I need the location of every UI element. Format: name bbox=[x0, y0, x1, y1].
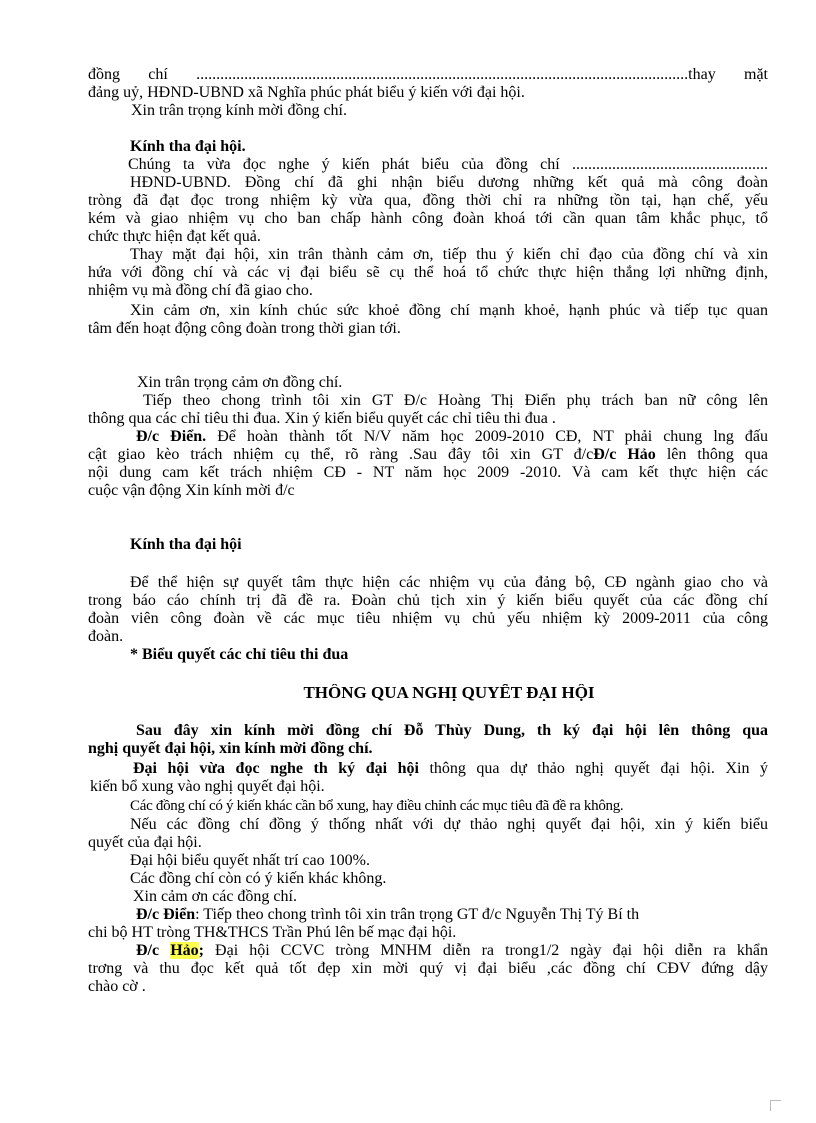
text-line: tròng đã đạt đọc trong nhiệm kỳ vừa qua, đồng thời chỉ ra những tồn tại, hạn chế, yếu bbox=[88, 192, 768, 209]
text-line: đoàn. bbox=[88, 628, 124, 645]
text-line: đồng chí ...........................................................................................................................thay mặt bbox=[88, 66, 768, 83]
speaker-label: Đ/c Điển. bbox=[136, 428, 207, 445]
text-line: Thay mặt đại hội, xin trân thành cảm ơn, tiếp thu ý kiến chỉ đạo của đồng chí và xin bbox=[130, 246, 768, 263]
text-fragment: thông qua dự thảo nghị quyết đại hội. Xin ý bbox=[418, 760, 768, 777]
text-line: Xin trân trọng kính mời đồng chí. bbox=[131, 102, 347, 119]
text-line: thông qua các chỉ tiêu thi đua. Xin ý kiến biểu quyết các chỉ tiêu thi đua . bbox=[88, 410, 556, 427]
section-title: THÔNG QUA NGHỊ QUYẾT ĐẠI HỘI bbox=[303, 684, 595, 701]
text-fragment: Đại hội CCVC tròng MNHM diễn ra trong1/2 ngày đại hội diễn ra khẩn bbox=[203, 942, 768, 959]
text-line: Xin trân trọng cảm ơn đồng chí. bbox=[137, 374, 343, 391]
text-line: Tiếp theo chong trình tôi xin GT Đ/c Hoàng Thị Điển phụ trách ban nữ công lên bbox=[143, 392, 768, 409]
highlighted-name: Hảo bbox=[170, 942, 199, 959]
text-line: hứa với đồng chí và các vị đại biểu sẽ cụ thể hoá tổ chức thực hiện thắng lợi những định, bbox=[88, 264, 768, 281]
text-line: Để thể hiện sự quyết tâm thực hiện các nhiệm vụ của đảng bộ, CĐ ngành giao cho và bbox=[130, 574, 768, 591]
text-line bbox=[136, 428, 768, 445]
text-fragment: cật giao kèo trách nhiệm cụ thể, rõ ràng .Sau đây tôi xin GT đ/c bbox=[88, 446, 594, 463]
speaker-label: Đ/c Điển bbox=[136, 906, 196, 923]
text-line: đảng uỷ, HĐND-UBND xã Nghĩa phúc phát biểu ý kiến với đại hội. bbox=[88, 84, 525, 101]
text-fragment: Đại hội vừa đọc nghe th ký đại hội bbox=[133, 760, 419, 777]
text-line: kiến bổ xung vào nghị quyết đại hội. bbox=[90, 778, 325, 795]
text-line: Xin cảm ơn, xin kính chúc sức khoẻ đồng chí mạnh khoẻ, hạnh phúc và tiếp tục quan bbox=[130, 302, 768, 319]
text-line bbox=[136, 906, 774, 923]
text-line: cuộc vận động Xin kính mời đ/c bbox=[88, 482, 295, 499]
text-line: chào cờ . bbox=[88, 978, 146, 995]
text-fragment: lên thông qua bbox=[655, 446, 768, 463]
text-line: trơng và thu đọc kết quả tốt đẹp xin mời quý vị đại biểu ,các đồng chí CĐV đứng dậy bbox=[88, 960, 768, 977]
page-corner-mark bbox=[770, 1100, 781, 1111]
text-line: Xin cảm ơn các đồng chí. bbox=[133, 888, 297, 905]
text-line: quyết của đại hội. bbox=[88, 834, 202, 851]
text-line: Các đồng chí còn có ý kiến khác không. bbox=[130, 870, 387, 887]
section-heading: Kính tha đại hội bbox=[130, 536, 242, 553]
text-line: tâm đến hoạt động công đoàn trong thời gian tới. bbox=[88, 320, 401, 337]
text-fragment: : Tiếp theo chong trình tôi xin trân trọng GT đ/c Nguyễn Thị Tý Bí th bbox=[195, 906, 640, 923]
text-line: kém và giao nhiệm vụ cho ban chấp hành công đoàn khoá tới cần quan tâm khắc phục, tổ bbox=[88, 210, 768, 227]
text-fragment: ; bbox=[198, 942, 204, 959]
text-line bbox=[136, 942, 768, 959]
speaker-label: Đ/c Hảo bbox=[593, 446, 656, 463]
text-line: Các đồng chí có ý kiến khác cần bổ xung, hay điều chỉnh các mục tiêu đã đề ra không. bbox=[130, 798, 624, 814]
speaker-label: Đ/c bbox=[136, 942, 171, 959]
text-line: đoàn viên công đoàn về các mục tiêu nhiệm vụ chủ yếu nhiệm kỳ 2009-2011 của công bbox=[88, 610, 768, 627]
text-line: chi bộ HT tròng TH&THCS Trần Phú lên bế mạc đại hội. bbox=[88, 924, 457, 941]
text-line: chức thực hiện đạt kết quả. bbox=[88, 228, 261, 245]
text-line: nghị quyết đại hội, xin kính mời đồng chí. bbox=[88, 740, 373, 757]
text-line: nhiệm vụ mà đồng chí đã giao cho. bbox=[88, 282, 313, 299]
text-line: Chúng ta vừa đọc nghe ý kiến phát biểu của đồng chí ................................................. bbox=[128, 156, 768, 173]
text-line bbox=[133, 760, 768, 777]
text-fragment: Để hoàn thành tốt N/V năm học 2009-2010 CĐ, NT phải chung lng đấu bbox=[206, 428, 768, 445]
text-line bbox=[88, 446, 768, 463]
text-line: Nếu các đồng chí đồng ý thống nhất với dự thảo nghị quyết đại hội, xin ý kiến biểu bbox=[130, 816, 768, 833]
section-heading: * Biểu quyết các chỉ tiêu thi đua bbox=[130, 646, 349, 663]
text-line: HĐND-UBND. Đồng chí đã ghi nhận biểu dương những kết quả mà công đoàn bbox=[130, 174, 768, 191]
text-line: nội dung cam kết trách nhiệm CĐ - NT năm học 2009 -2010. Và cam kết thực hiện các bbox=[88, 464, 768, 481]
text-line: Sau đây xin kính mời đồng chí Đỗ Thùy Dung, th ký đại hội lên thông qua bbox=[136, 722, 768, 739]
text-line: Đại hội biểu quyết nhất trí cao 100%. bbox=[130, 852, 370, 869]
section-heading: Kính tha đại hội. bbox=[130, 138, 246, 155]
text-line: trong báo cáo chính trị đã đề ra. Đoàn chủ tịch xin ý kiến biểu quyết của các đồng chí bbox=[88, 592, 768, 609]
